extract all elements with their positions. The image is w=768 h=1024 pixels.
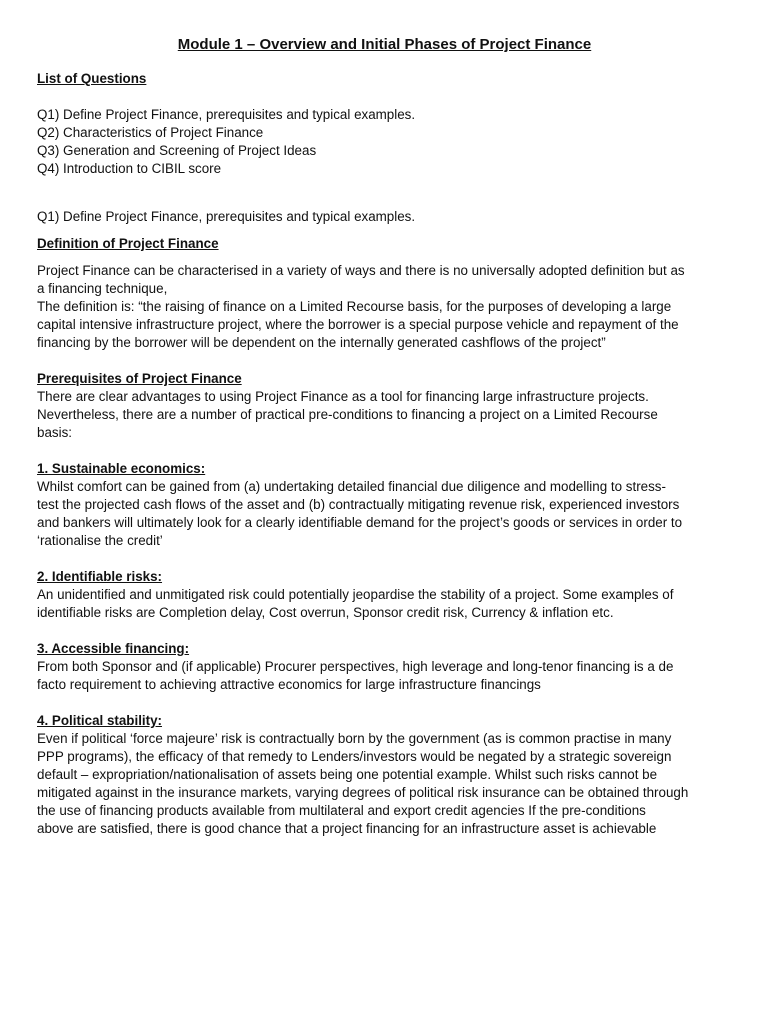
spacer — [37, 88, 732, 106]
text-line: Even if political ‘force majeure’ risk is contractually born by the government (as is common practise in many — [37, 731, 672, 746]
item-heading-identifiable-risks: 2. Identifiable risks: — [37, 569, 163, 584]
item-heading-sustainable-economics: 1. Sustainable economics: — [37, 461, 206, 476]
item-paragraph — [37, 658, 732, 694]
question-item: Q1) Define Project Finance, prerequisites and typical examples. — [37, 107, 416, 122]
spacer — [37, 178, 732, 208]
spacer — [37, 622, 732, 640]
text-line: a financing technique, — [37, 281, 168, 296]
text-line: mitigated against in the insurance markets, varying degrees of political risk insurance can be obtained through — [37, 785, 689, 800]
definition-paragraph — [37, 262, 732, 352]
question-item: Q4) Introduction to CIBIL score — [37, 161, 222, 176]
text-line: Project Finance can be characterised in a variety of ways and there is no universally adopted definition but as — [37, 263, 685, 278]
text-line: above are satisfied, there is good chance that a project financing for an infrastructure asset is achievable — [37, 821, 657, 836]
prerequisites-heading: Prerequisites of Project Finance — [37, 371, 242, 386]
text-line: financing by the borrower will be dependent on the internally generated cashflows of the project” — [37, 335, 606, 350]
text-line: test the projected cash flows of the asset and (b) contractually mitigating revenue risk, experienced investors — [37, 497, 680, 512]
spacer — [37, 694, 732, 712]
text-line: capital intensive infrastructure project, where the borrower is a special purpose vehicle and repayment of the — [37, 317, 679, 332]
item-heading-accessible-financing: 3. Accessible financing: — [37, 641, 190, 656]
text-line: Whilst comfort can be gained from (a) undertaking detailed financial due diligence and modelling to stress- — [37, 479, 666, 494]
question-item: Q2) Characteristics of Project Finance — [37, 125, 264, 140]
text-line: Nevertheless, there are a number of practical pre-conditions to financing a project on a Limited Recourse — [37, 407, 658, 422]
definition-heading: Definition of Project Finance — [37, 236, 219, 251]
text-line: From both Sponsor and (if applicable) Procurer perspectives, high leverage and long-tenor financing is a de — [37, 659, 674, 674]
spacer — [37, 226, 732, 235]
text-line: the use of financing products available from multilateral and export credit agencies If the pre-conditions — [37, 803, 646, 818]
text-line: An unidentified and unmitigated risk could potentially jeopardise the stability of a project. Some examples of — [37, 587, 674, 602]
text-line: The definition is: “the raising of finance on a Limited Recourse basis, for the purposes of developing a large — [37, 299, 672, 314]
q1-heading: Q1) Define Project Finance, prerequisites and typical examples. — [37, 209, 416, 224]
text-line: ‘rationalise the credit’ — [37, 533, 163, 548]
document-title: Module 1 – Overview and Initial Phases of Project Finance — [177, 36, 592, 53]
spacer — [37, 352, 732, 370]
spacer — [37, 550, 732, 568]
text-line: There are clear advantages to using Project Finance as a tool for financing large infrastructure projects. — [37, 389, 649, 404]
text-line: basis: — [37, 425, 72, 440]
questions-list — [37, 106, 732, 178]
item-paragraph — [37, 730, 732, 838]
text-line: default – expropriation/nationalisation of assets being one potential example. Whilst such risks cannot be — [37, 767, 658, 782]
text-line: identifiable risks are Completion delay, Cost overrun, Sponsor credit risk, Currency & inflation etc. — [37, 605, 614, 620]
text-line: PPP programs), the efficacy of that remedy to Lenders/investors would be negated by a strategic sovereign — [37, 749, 672, 764]
text-line: facto requirement to achieving attractive economics for large infrastructure financings — [37, 677, 541, 692]
item-paragraph — [37, 478, 732, 550]
spacer — [37, 442, 732, 460]
prerequisites-paragraph — [37, 388, 732, 442]
spacer — [37, 253, 732, 262]
text-line: and bankers will ultimately look for a clearly identifiable demand for the project’s goods or services in order to — [37, 515, 683, 530]
item-heading-political-stability: 4. Political stability: — [37, 713, 163, 728]
question-item: Q3) Generation and Screening of Project Ideas — [37, 143, 317, 158]
item-paragraph — [37, 586, 732, 622]
questions-heading: List of Questions — [37, 71, 147, 86]
